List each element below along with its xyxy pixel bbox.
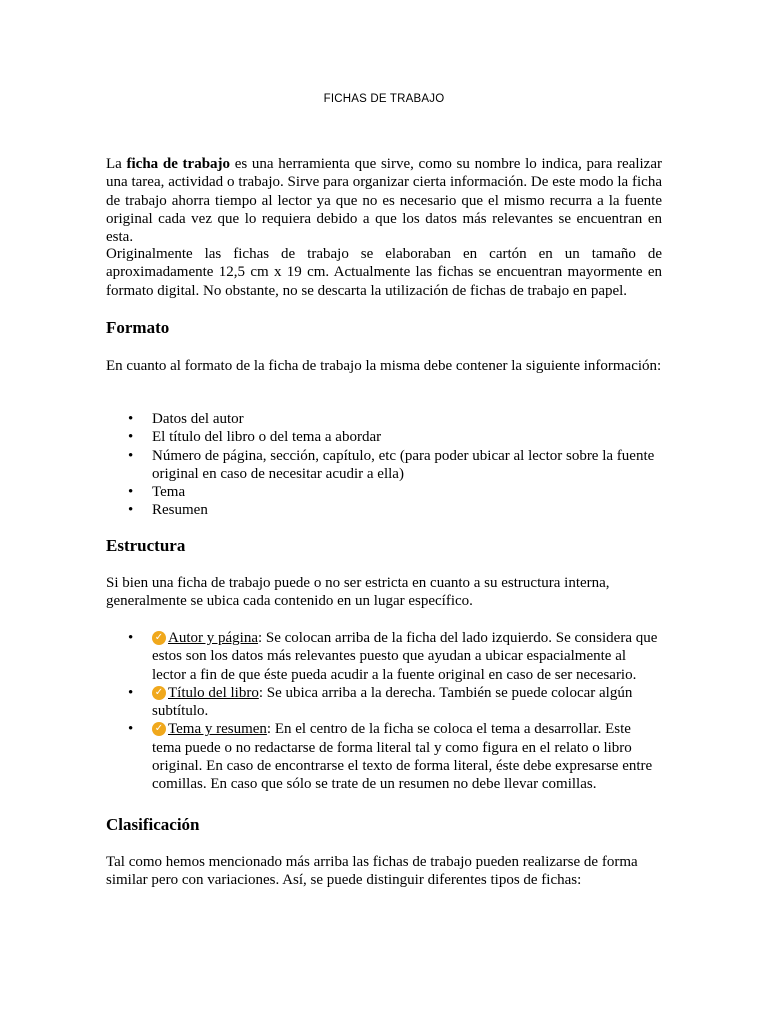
list-item-text: Tema <box>152 484 186 501</box>
bullet-dot: • <box>128 484 134 501</box>
formato-heading: Formato <box>106 318 170 337</box>
list-item <box>106 684 662 721</box>
list-item <box>106 447 662 484</box>
intro-term: ficha de trabajo <box>126 156 231 172</box>
intro-paragraph <box>106 155 662 246</box>
list-item <box>106 629 662 684</box>
clasificacion-heading: Clasificación <box>106 815 200 834</box>
list-item-term: Autor y página <box>168 630 258 646</box>
list-item-term: Título del libro <box>168 684 259 701</box>
list-item <box>106 501 662 519</box>
list-item-term: Tema y resumen <box>168 721 267 738</box>
list-item <box>106 720 662 793</box>
estructura-heading: Estructura <box>106 536 186 555</box>
list-item-text: Número de página, sección, capítulo, etc (para poder ubicar al lector sobre la fuente original en caso de necesitar acudir a ella) <box>152 447 655 482</box>
origin-paragraph: Originalmente las fichas de trabajo se elaboraban en cartón en un tamaño de aproximadamente 12,5 cm x 19 cm. Actualmente las fichas se encuentran mayormente en formato digital. No obstante, no se descarta la utilización de fichas de trabajo en papel. <box>106 246 662 299</box>
bullet-dot: • <box>128 721 134 738</box>
document-title: FICHAS DE TRABAJO <box>323 93 445 105</box>
list-item-text: : Se colocan arriba de la ficha del lado izquierdo. Se considera que estos son los datos más relevantes puesto que ayudan a ubicar espacialmente al lector a fin de que éste pueda acudir a la fuente original en caso de ser necesario. <box>152 630 658 683</box>
intro-prefix: La <box>106 156 127 172</box>
list-item-text: Datos del autor <box>152 411 244 427</box>
list-item-text: : Se ubica arriba a la derecha. También se puede colocar algún subtítulo. <box>152 684 633 720</box>
list-item <box>106 410 662 428</box>
intro-rest: es una herramienta que sirve, como su nombre lo indica, para realizar una tarea, actividad o trabajo. Sirve para organizar cierta información. De este modo la ficha de trabajo ahorra tiempo al lector ya que no es necesario que el mismo recurra a la fuente original cada vez que lo requiera debido a que los datos más relevantes se encuentran en esta. <box>106 156 662 246</box>
list-item <box>106 428 662 446</box>
estructura-intro: Si bien una ficha de trabajo puede o no ser estricta en cuanto a su estructura interna, generalmente se ubica cada contenido en un lugar específico. <box>106 575 610 610</box>
formato-list <box>106 410 662 520</box>
list-item-text: El título del libro o del tema a abordar <box>152 429 382 446</box>
bullet-dot: • <box>128 630 134 646</box>
bullet-dot: • <box>128 502 134 519</box>
estructura-list <box>106 629 662 794</box>
clasificacion-intro: Tal como hemos mencionado más arriba las fichas de trabajo pueden realizarse de forma similar pero con variaciones. Así, se puede distinguir diferentes tipos de fichas: <box>106 854 638 889</box>
list-item <box>106 483 662 501</box>
bullet-dot: • <box>128 447 134 464</box>
list-item-text: Resumen <box>152 502 208 519</box>
list-item-text: : En el centro de la ficha se coloca el tema a desarrollar. Este tema puede o no redactarse de forma literal tal y como figura en el relato o libro original. En caso de encontrarse el texto de forma literal, éste debe expresarse entre comillas. En caso que sólo se trate de un resumen no debe llevar comillas. <box>152 721 653 793</box>
bullet-dot: • <box>128 429 134 446</box>
bullet-dot: • <box>128 411 134 427</box>
check-circle-icon: ✓ <box>152 686 166 700</box>
check-circle-icon: ✓ <box>152 631 166 645</box>
formato-intro: En cuanto al formato de la ficha de trabajo la misma debe contener la siguiente información: <box>106 358 662 374</box>
bullet-dot: • <box>128 684 134 701</box>
check-circle-icon: ✓ <box>152 722 166 736</box>
